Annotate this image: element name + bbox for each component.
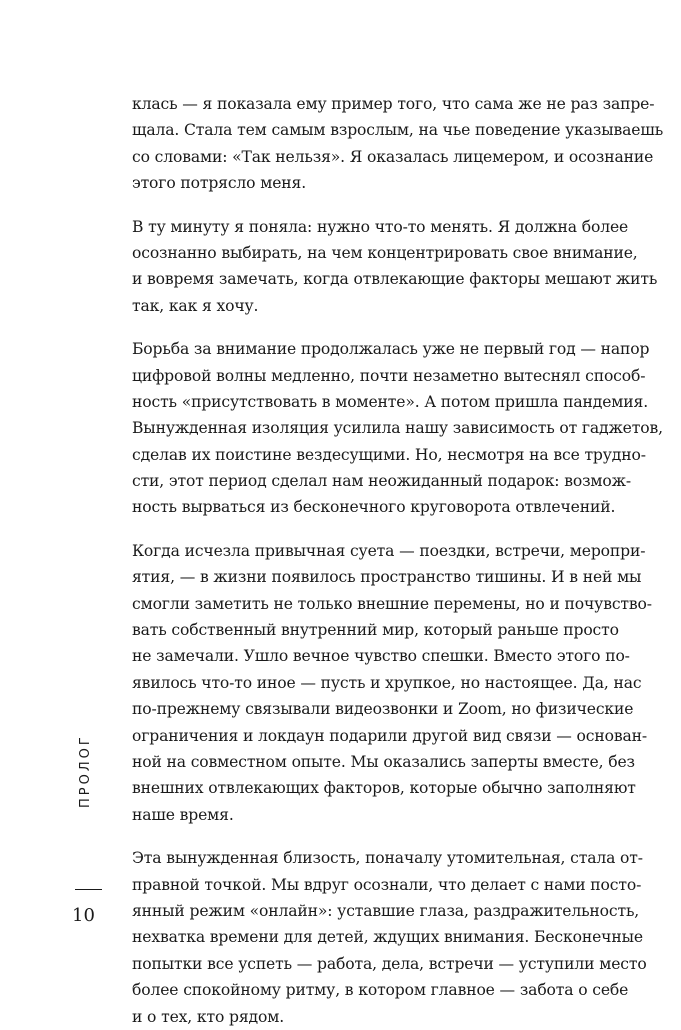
text-line: так, как я хочу. xyxy=(132,296,259,315)
text-line: со словами: «Так нельзя». Я оказалась лицемером, и осознание xyxy=(132,147,654,166)
text-line: внешних отвлекающих факторов, которые обычно заполняют xyxy=(132,779,636,798)
text-line: ность вырваться из бесконечного круговорота отвлечений. xyxy=(132,498,616,517)
text-line: Когда исчезла привычная суета — поездки, встречи, меропри- xyxy=(132,541,646,560)
text-line: ность «присутствовать в моменте». А потом пришла пандемия. xyxy=(132,392,649,411)
text-line: В ту минуту я поняла: нужно что-то менять. Я должна более xyxy=(132,217,629,236)
text-line: и вовремя замечать, когда отвлекающие факторы мешают жить xyxy=(132,270,658,289)
text-line: не замечали. Ушло вечное чувство спешки. Вместо этого по- xyxy=(132,647,630,666)
text-line: по-прежнему связывали видеозвонки и Zoom, но физические xyxy=(132,700,634,719)
text-line: нехватка времени для детей, ждущих внимания. Бесконечные xyxy=(132,928,643,947)
running-head-divider xyxy=(75,889,102,890)
section-running-head: ПРОЛОГ xyxy=(78,734,93,808)
text-line: попытки все успеть — работа, дела, встречи — уступили место xyxy=(132,954,647,973)
text-line: щала. Стала тем самым взрослым, на чье поведение указываешь xyxy=(132,121,664,140)
text-line: сделав их поистине вездесущими. Но, несмотря на все трудно- xyxy=(132,445,646,464)
text-line: вать собственный внутренний мир, который раньше просто xyxy=(132,621,619,640)
text-line: смогли заметить не только внешние перемены, но и почувство- xyxy=(132,594,652,613)
paragraph xyxy=(132,845,647,1030)
text-line: явилось что-то иное — пусть и хрупкое, но настоящее. Да, нас xyxy=(132,673,642,692)
text-line: Вынужденная изоляция усилила нашу зависимость от гаджетов, xyxy=(132,419,663,438)
text-line: правной точкой. Мы вдруг осознали, что делает с нами посто- xyxy=(132,875,642,894)
text-line: цифровой волны медленно, почти незаметно вытеснял способ- xyxy=(132,366,646,385)
paragraph xyxy=(132,91,664,197)
text-line: более спокойному ритму, в котором главное — забота о себе xyxy=(132,981,629,1000)
text-line: Эта вынужденная близость, поначалу утомительная, стала от- xyxy=(132,849,643,868)
text-line: ной на совместном опыте. Мы оказались заперты вместе, без xyxy=(132,752,635,771)
text-line: сти, этот период сделал нам неожиданный подарок: возмож- xyxy=(132,472,631,491)
text-line: этого потрясло меня. xyxy=(132,174,307,193)
text-line: янный режим «онлайн»: уставшие глаза, раздражительность, xyxy=(132,901,640,920)
page-number: 10 xyxy=(72,905,95,926)
text-line: наше время. xyxy=(132,805,234,824)
paragraph xyxy=(132,214,658,320)
text-line: клась — я показала ему пример того, что сама же не раз запре- xyxy=(132,95,655,113)
text-line: осознанно выбирать, на чем концентрировать свое внимание, xyxy=(132,243,638,262)
text-line: ограничения и локдаун подарили другой вид связи — основан- xyxy=(132,726,647,745)
paragraph xyxy=(132,336,663,521)
text-line: ятия, — в жизни появилось пространство тишины. И в ней мы xyxy=(132,568,642,587)
paragraph xyxy=(132,538,652,828)
text-line: Борьба за внимание продолжалась уже не первый год — напор xyxy=(132,340,650,359)
body-text xyxy=(132,91,664,1030)
text-line: и о тех, кто рядом. xyxy=(132,1007,285,1026)
